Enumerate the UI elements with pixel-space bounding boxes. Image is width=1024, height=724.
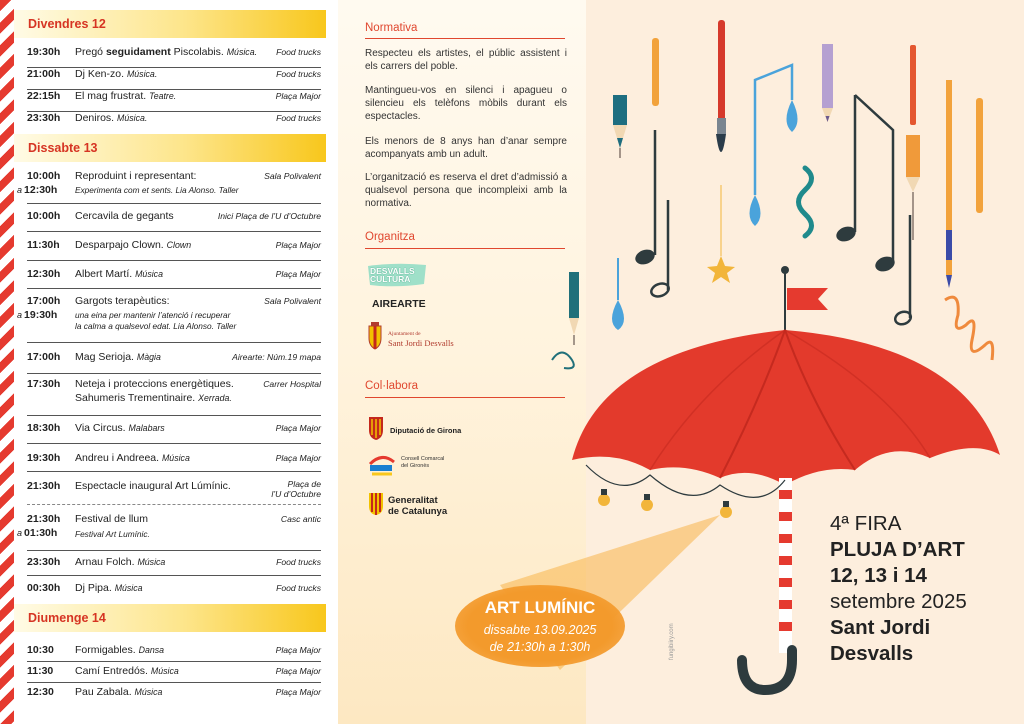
generalitat-logo: Generalitat de Catalunya: [368, 492, 518, 520]
event-month: setembre 2025: [830, 590, 967, 613]
town-line-2: Desvalls: [830, 642, 914, 665]
spring-icon: [945, 297, 993, 360]
drop-icon: [612, 100, 798, 330]
location: Food trucks: [276, 47, 321, 57]
pencil-icon: [822, 44, 833, 122]
table-row: 10:00h Cercavila de gegants Inici Plaça de l’U d’Octubre: [27, 204, 321, 232]
organitza-heading: Organitza: [365, 231, 415, 243]
art-luminic-title: ART LUMÍNIC: [484, 598, 596, 617]
day-header-friday: Divendres 12: [14, 10, 326, 38]
table-row: 00:30h Dj Pipa. Música Food trucks: [27, 582, 321, 594]
table-row: 17:30h Neteja i proteccions energètiques. Sahumeris Trementinaire. Xerrada. Carrer Hospital: [27, 374, 321, 416]
music-note-icon: [755, 65, 792, 195]
music-note-icon: [633, 95, 912, 326]
table-row: 21:30h a 01:30h Festival de llum Festival Art Lumínic. Casc antic: [27, 505, 321, 551]
day-header-saturday: Dissabte 13: [14, 134, 326, 162]
pencil-icon: [569, 272, 579, 345]
table-row: 11:30h Desparpajo Clown. Clown Plaça Major: [27, 232, 321, 261]
table-row: 22:15h El mag frustrat. Teatre. Plaça Major: [27, 90, 321, 112]
pencil-icon: [946, 80, 952, 288]
pencil-icon: [976, 98, 983, 213]
rule-paragraph: L’organització es reserva el dret d’admissió a qualsevol persona que incompleixi amb la normativa.: [365, 172, 567, 209]
paintbrush-icon: [716, 20, 726, 152]
table-row: 23:30h Deniros. Música. Food trucks: [27, 112, 321, 124]
diputacio-logo: Diputació de Girona: [368, 415, 518, 443]
table-row: 19:30h Andreu i Andreea. Música Plaça Major: [27, 444, 321, 472]
table-row: 21:00h Dj Ken-zo. Música. Food trucks: [27, 68, 321, 90]
time: 19:30h: [27, 46, 61, 58]
desvalls-cultura-logo: DESVALLS CULTURA: [366, 262, 428, 288]
art-luminic-date: dissabte 13.09.2025: [483, 623, 597, 637]
rule-paragraph: Mantingueu-vos en silenci i apagueu o silencieu els telèfons mòbils durant els espectacles.: [365, 85, 567, 122]
squiggle-icon: [799, 168, 812, 236]
table-row: 10:00h a 12:30h Reproduint i representant: Experimenta com et sents. Lia Alonso. Taller Sala Polivalent: [27, 170, 321, 204]
table-row: 21:30h Espectacle inaugural Art Lúmínic. Plaça de l’U d’Octubre: [27, 472, 321, 505]
airearte-logo: AIREARTE: [372, 298, 426, 310]
collabora-heading: Col·labora: [365, 380, 419, 392]
pencil-icon: [910, 45, 916, 125]
table-row: 18:30h Via Circus. Malabars Plaça Major: [27, 416, 321, 444]
table-row: 17:00h a 19:30h Gargots terapèutics: una eina per mantenir l’atenció i recuperar la calma a qualsevol edat. Lia Alonso. Taller Sala Polivalent: [27, 289, 321, 343]
ajuntament-logo: Ajuntament de Sant Jordi Desvalls: [368, 322, 488, 354]
day-header-sunday: Diumenge 14: [14, 604, 326, 632]
event-title-block: [830, 511, 967, 667]
town-line-1: Sant Jordi: [830, 616, 931, 639]
table-row: 17:00h Mag Serioja. Màgia Airearte: Núm.19 mapa: [27, 343, 321, 374]
art-luminic-hours: de 21:30h a 1:30h: [489, 640, 591, 654]
table-row: 23:30h Arnau Folch. Música Food trucks: [27, 551, 321, 576]
star-icon: [707, 256, 735, 283]
edition: 4ª FIRA: [830, 512, 902, 535]
consell-comarcal-logo: Consell Comarcal del Gironès: [368, 452, 518, 480]
table-row: 11:30 Camí Entredós. Música Plaça Major: [27, 662, 321, 683]
table-row: 12:30h Albert Martí. Música Plaça Major: [27, 261, 321, 289]
designer-credit: fungibiiry.com: [669, 623, 675, 660]
rule-paragraph: Respecteu els artistes, el públic assistent i els carrers del poble.: [365, 48, 567, 72]
rule-paragraph: Els menors de 8 anys han d’anar sempre acompanyats amb un adult.: [365, 136, 567, 160]
event-days: 12, 13 i 14: [830, 564, 927, 587]
pencil-icon: [613, 95, 627, 158]
event-name: PLUJA D’ART: [830, 538, 965, 561]
pencil-icon: [652, 38, 659, 106]
swirl-icon: [552, 353, 574, 369]
normativa-heading: Normativa: [365, 22, 418, 34]
description: Pregó seguidament Piscolabis. Música.: [75, 46, 258, 58]
table-row: 10:30 Formigables. Dansa Plaça Major: [27, 640, 321, 662]
pencil-icon: [906, 135, 920, 240]
table-row: 12:30 Pau Zabala. Música Plaça Major: [27, 686, 321, 698]
